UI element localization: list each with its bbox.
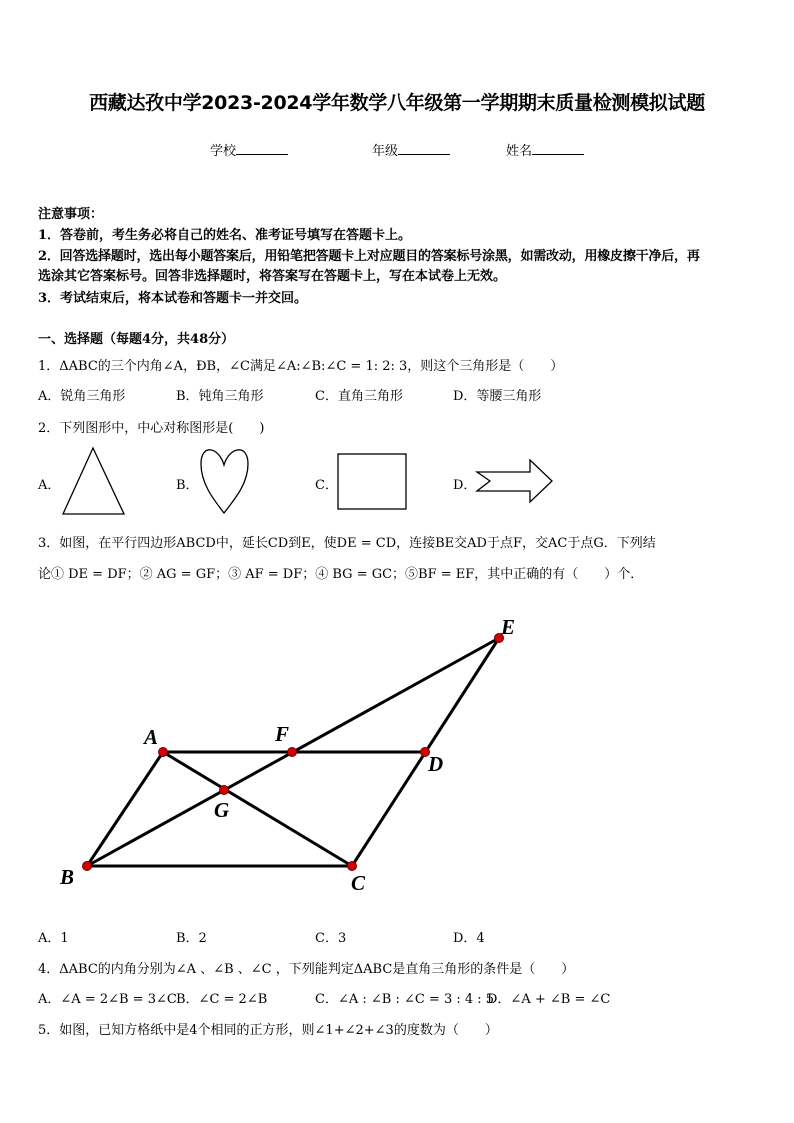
point-a [159,748,168,757]
label-a: A [144,725,159,749]
q2-label-d: D． [453,478,477,493]
point-b [83,862,92,871]
label-d: D [428,752,444,776]
q4-option-d: D．∠A + ∠B = ∠C [487,992,611,1007]
q2-label-a: A． [38,478,61,493]
label-f: F [275,722,290,746]
section-heading: 一、选择题（每题4分，共48分） [38,332,235,347]
grade-label: 年级 [372,144,399,159]
label-b: B [60,865,75,889]
q3-option-c: C．3 [315,931,347,946]
point-g [220,786,229,795]
q1-option-c: C．直角三角形 [315,389,403,404]
label-g: G [214,798,230,822]
q2-label-b: B． [176,478,199,493]
school-label: 学校 [210,144,237,159]
page-title: 西藏达孜中学2023-2024学年数学八年级第一学期期末质量检测模拟试题 [89,92,705,114]
q2-label-c: C． [315,478,338,493]
label-e: E [501,615,516,639]
q1-stem: 1．ΔABC的三个内角∠A，ÐB，∠C满足∠A:∠B:∠C = 1: 2: 3，则这个三角形是（ ） [38,359,564,374]
point-f [288,748,297,757]
q3-option-b: B．2 [176,931,207,946]
q3-line2: 论① DE = DF；② AG = GF；③ AF = DF；④ BG = GC；⑤BF = EF，其中正确的有（ ）个． [38,567,644,582]
q4-stem: 4．ΔABC的内角分别为∠A 、∠B 、∠C ，下列能判定ΔABC是直角三角形的条件是（ ） [38,962,575,977]
notice-item: 3．考试结束后，将本试卷和答题卡一并交回。 [38,291,308,306]
q5-stem: 5．如图，已知方格纸中是4个相同的正方形，则∠1+∠2+∠3的度数为（ ） [38,1023,498,1038]
notice-item: 1．答卷前，考生务必将自己的姓名、准考证号填写在答题卡上。 [38,228,412,243]
q3-line1: 3．如图，在平行四边形ABCD中，延长CD到E，使DE = CD，连接BE交AD于点F，交AC于点G．下列结 [38,536,656,551]
q4-option-b: B．∠C = 2∠B [176,992,268,1007]
notice-item: 选涂其它答案标号。回答非选择题时，将答案写在答题卡上，写在本试卷上无效。 [38,269,507,284]
q1-option-b: B．钝角三角形 [176,389,264,404]
point-c [348,862,357,871]
q3-option-a: A．1 [38,931,69,946]
q1-option-a: A．锐角三角形 [38,389,126,404]
name-label: 姓名 [506,144,533,159]
q3-option-d: D．4 [453,931,485,946]
label-c: C [351,871,366,895]
q4-option-c: C．∠A : ∠B : ∠C = 3 : 4 : 5 [315,992,495,1007]
q1-option-d: D．等腰三角形 [453,389,542,404]
segment-ab [87,752,163,866]
q2-stem: 2．下列图形中，中心对称图形是( ) [38,421,265,436]
q4-option-a: A．∠A = 2∠B = 3∠C [38,992,177,1007]
notice-heading: 注意事项： [38,207,104,222]
notice-item: 2．回答选择题时，选出每小题答案后，用铅笔把答题卡上对应题目的答案标号涂黑，如需改动，用橡皮擦干净后，再 [38,249,700,264]
